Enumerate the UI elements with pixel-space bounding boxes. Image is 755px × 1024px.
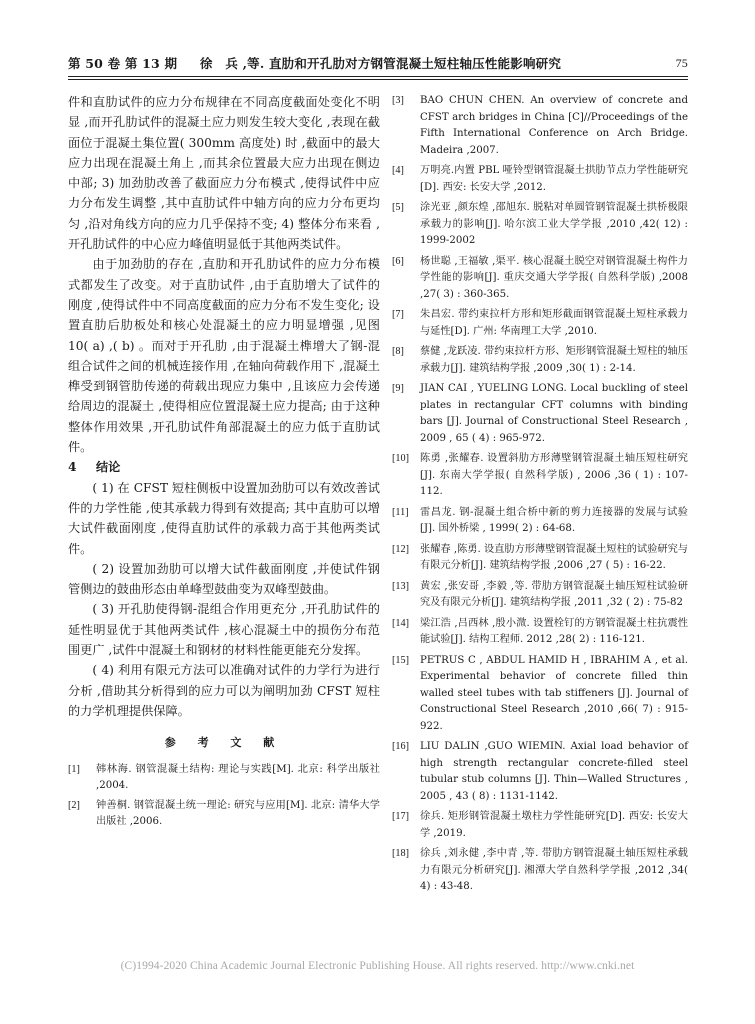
- reference-number: [11]: [392, 506, 409, 518]
- reference-text: 陈勇 ,张耀春. 设置斜肋方形薄壁钢管混凝土轴压短柱研究[J]. 东南大学学报( 自然科学版) , 2006 ,36 ( 1) : 107-112.: [420, 453, 688, 497]
- reference-text: 朱昌宏. 带约束拉杆方形和矩形截面钢管混凝土短柱承载力与延性[D]. 广州: 华南理工大学 ,2010.: [420, 309, 688, 337]
- reference-number: [1]: [68, 763, 80, 775]
- section-heading: [68, 457, 380, 477]
- reference-item: [392, 542, 688, 575]
- header-rule-thick: [68, 76, 688, 77]
- header-authors: 徐 兵 ,等.: [199, 56, 265, 71]
- reference-text: 韩林海. 钢管混凝土结构: 理论与实践[M]. 北京: 科学出版社 ,2004.: [96, 763, 380, 791]
- right-column: [392, 93, 688, 900]
- reference-text: 钟善桐. 钢管混凝土统一理论: 研究与应用[M]. 北京: 清华大学出版社 ,2006.: [96, 799, 380, 827]
- reference-number: [5]: [392, 202, 404, 213]
- reference-number: [10]: [392, 453, 409, 464]
- reference-item: [392, 846, 688, 896]
- reference-item: [68, 762, 380, 795]
- section-number: 4: [68, 460, 77, 475]
- reference-number: [9]: [392, 383, 404, 394]
- reference-number: [8]: [392, 346, 404, 357]
- reference-number: [2]: [68, 799, 80, 811]
- reference-text: PETRUS C , ABDUL HAMID H , IBRAHIM A , et al. Experimental behavior of concrete filled thin walled steel tubes with tab stiffeners [J]. Journal of Constructional Steel Research ,2010 ,66( 7) : 915-922.: [420, 654, 688, 732]
- reference-item: [392, 307, 688, 340]
- reference-text: 张耀春 ,陈勇. 设直肋方形薄壁钢管混凝土短柱的试验研究与有限元分析[J]. 建筑结构学报 ,2006 ,27 ( 5) : 16-22.: [420, 543, 688, 571]
- conclusion-item: ( 4) 利用有限元方法可以准确对试件的力学行为进行分析 ,借助其分析得到的应力可以为阐明加劲 CFST 短柱的力学机理提供保障。: [68, 663, 380, 718]
- reference-number: [15]: [392, 654, 409, 666]
- reference-item: [392, 163, 688, 196]
- running-header: [68, 54, 688, 76]
- reference-number: [6]: [392, 255, 404, 267]
- reference-number: [12]: [392, 543, 409, 555]
- left-column: [68, 92, 380, 834]
- reference-item: [392, 616, 688, 649]
- conclusion-item: ( 3) 开孔肋使得钢-混组合作用更充分 ,开孔肋试件的延性明显优于其他两类试件 ,核心混凝土中的损伤分布范围更广 ,试件中混凝土和钢材的材料性能更能充分发挥。: [68, 602, 380, 658]
- reference-text: 徐兵 ,刘永健 ,李中青 ,等. 带肋方钢管混凝土轴压短柱承载力有限元分析研究[J]. 湘潭大学自然科学学报 ,2012 ,34( 4) : 43-48.: [420, 848, 688, 892]
- journal-volume-issue: 第 50 卷 第 13 期: [68, 56, 178, 71]
- reference-number: [18]: [392, 848, 409, 859]
- body-paragraph: 件和直肋试件的应力分布规律在不同高度截面处变化不明显 ,而开孔肋试件的混凝土应力则发生较大变化 ,表现在截面位于混凝土集位置( 300mm 高度处) 时 ,截面中的最大应力出现在混凝土角上 ,而其余位置最大应力出现在侧边中部; 3) 加劲肋改善了截面应力分布模式 ,使得试件中应力分布发生调整 ,其中直肋试件中轴方向的应力分布更均匀 ,沿对角线方向的应力几乎保持不变; 4) 整体分布来看 ,开孔肋试件的中心应力峰值明显低于其他两类试件。: [68, 95, 380, 252]
- conclusion-item: ( 1) 在 CFST 短柱侧板中设置加劲肋可以有效改善试件的力学性能 ,使其承载力得到有效提高; 其中直肋可以增大试件截面刚度 ,使得直肋试件的承载力高于其他两类试件。: [68, 480, 380, 556]
- reference-item: [392, 344, 688, 377]
- reference-number: [4]: [392, 165, 404, 176]
- reference-text: 梁江浩 ,吕西林 ,殷小溦. 设置栓钉的方钢管混凝土柱抗震性能试验[J]. 结构工程师. 2012 ,28( 2) : 116-121.: [420, 617, 688, 645]
- reference-item: [392, 579, 688, 612]
- reference-item: [392, 381, 688, 447]
- reference-item: [392, 254, 688, 304]
- reference-item: [68, 798, 380, 831]
- reference-number: [14]: [392, 617, 409, 629]
- reference-item: [392, 505, 688, 538]
- reference-number: [17]: [392, 811, 409, 822]
- reference-text: 黄宏 ,张安哥 ,李毅 ,等. 带肋方钢管混凝土轴压短柱试验研究及有限元分析[J]. 建筑结构学报 ,2011 ,32 ( 2) : 75-82: [420, 580, 688, 608]
- reference-number: [3]: [392, 95, 404, 106]
- reference-text: 杨世聪 ,王福敏 ,渠平. 核心混凝土脱空对钢管混凝土构件力学性能的影响[J]. 重庆交通大学学报( 自然科学版) ,2008 ,27( 3) : 360-365.: [420, 255, 688, 300]
- conclusion-item: ( 2) 设置加劲肋可以增大试件截面刚度 ,并使试件钢管侧边的鼓曲形态由单峰型鼓曲变为双峰型鼓曲。: [68, 561, 380, 597]
- reference-text: 蔡健 ,龙跃凌. 带约束拉杆方形、矩形钢管混凝土短柱的轴压承载力[J]. 建筑结构学报 ,2009 ,30( 1) : 2-14.: [420, 346, 688, 374]
- reference-item: [392, 451, 688, 501]
- header-citation: [68, 54, 561, 72]
- reference-item: [392, 809, 688, 842]
- reference-item: [392, 93, 688, 159]
- reference-item: [392, 653, 688, 736]
- reference-item: [392, 200, 688, 250]
- references-heading: 参 考 文 献: [164, 736, 284, 750]
- reference-text: 万明亮.内置 PBL 哑铃型钢管混凝土拱肋节点力学性能研究[D]. 西安: 长安大学 ,2012.: [420, 165, 688, 193]
- reference-number: [16]: [392, 741, 409, 752]
- reference-item: [392, 739, 688, 805]
- reference-number: [13]: [392, 580, 409, 592]
- header-rule-thin: [68, 79, 688, 80]
- body-paragraph: 由于加劲肋的存在 ,直肋和开孔肋试件的应力分布模式都发生了改变。对于直肋试件 ,由于直肋增大了试件的刚度 ,使得试件中不同高度截面的应力分布不发生变化; 设置直肋后肋板处和核心处混凝土的应力明显增强 ,见图 10( a) ,( b) 。而对于开孔肋 ,由于混凝土榫增大了钢-混组合试件之间的机械连接作用 ,在轴向荷载作用下 ,混凝土榫受到钢管肋传递的荷载出现应力集中 ,且该应力会传递给周边的混凝土 ,使得相应位置混凝土应力提高; 由于这种整体作用效果 ,开孔肋试件角部混凝土的应力低于直肋试件。: [68, 257, 380, 455]
- reference-text: LIU DALIN ,GUO WIEMIN. Axial load behavior of high strength rectangular concrete-filled steel tubular stub columns [J]. Thin—Walled Structures , 2005 , 43 ( 8) : 1131-1142.: [420, 741, 688, 802]
- reference-text: 涂光亚 ,颜东煌 ,邵旭东. 脱粘对单圆管钢管混凝土拱桥极限承载力的影响[J]. 哈尔滨工业大学学报 ,2010 ,42( 12) : 1999-2002: [420, 202, 688, 246]
- copyright-footer: (C)1994-2020 China Academic Journal Electronic Publishing House. All rights reserved. http://www.cnki.net: [120, 960, 635, 972]
- header-title: 直肋和开孔肋对方钢管混凝土短柱轴压性能影响研究: [268, 56, 562, 71]
- reference-text: 徐兵. 矩形钢管混凝土墩柱力学性能研究[D]. 西安: 长安大学 ,2019.: [420, 811, 688, 839]
- reference-text: JIAN CAI , YUELING LONG. Local buckling of steel plates in rectangular CFT columns with binding bars [J]. Journal of Constructional Steel Research , 2009 , 65 ( 4) : 965-972.: [420, 383, 688, 444]
- reference-text: 雷昌龙. 钢-混凝土组合桥中新的剪力连接器的发展与试验[J]. 国外桥梁 , 1999( 2) : 64-68.: [420, 506, 688, 534]
- reference-text: BAO CHUN CHEN. An overview of concrete and CFST arch bridges in China [C]//Proceedings of the Fifth International Conference on Arch Bridge. Madeira ,2007.: [420, 95, 688, 156]
- reference-number: [7]: [392, 309, 404, 320]
- section-title: 结论: [96, 460, 121, 475]
- page-number: 75: [675, 56, 688, 70]
